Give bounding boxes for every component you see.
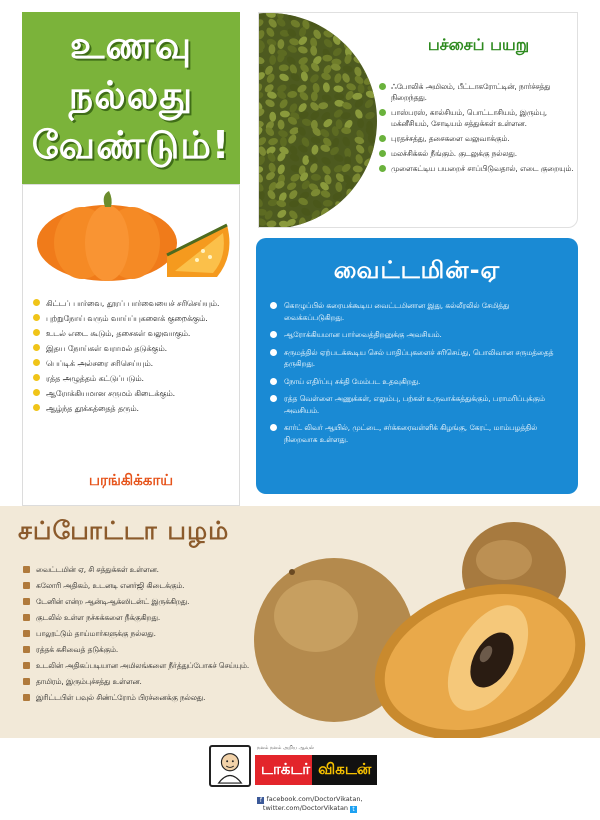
bullet-icon bbox=[33, 389, 40, 396]
bean-mark bbox=[323, 12, 332, 23]
bullet-icon bbox=[33, 344, 40, 351]
twitter-text: twitter.com/DoctorVikatan bbox=[262, 804, 349, 812]
bean-mark bbox=[332, 208, 344, 220]
bullet-icon bbox=[270, 349, 277, 356]
bean-mark bbox=[344, 225, 352, 228]
list-item bbox=[377, 81, 575, 103]
list-item bbox=[22, 612, 252, 623]
bullet-icon bbox=[270, 378, 277, 385]
list-item-text: இரிட்டபிள் பவுல் சிண்ட்ரோம் பிரச்னைக்கு நல்லது. bbox=[36, 693, 206, 702]
bullet-icon bbox=[23, 582, 30, 589]
bean-mark bbox=[365, 47, 377, 58]
title-line-3: வேண்டும்! bbox=[31, 123, 231, 167]
bullet-icon bbox=[379, 135, 386, 142]
list-item bbox=[22, 628, 252, 639]
list-item-text: பாலூட்டும் தாய்மார்களுக்கு நல்லது. bbox=[36, 629, 156, 638]
bullet-icon bbox=[270, 302, 277, 309]
list-item-text: ரத்தக் கசிவைத் தடுக்கும். bbox=[36, 645, 119, 654]
list-item-text: ஆரோக்கியமான பார்வைத்திறனுக்கு அவசியம். bbox=[284, 330, 442, 339]
bean-mark bbox=[330, 227, 342, 228]
list-item-text: கிட்டப் பார்வை, தூரப் பார்வையைச் சரிசெய்யும். bbox=[46, 299, 220, 308]
bean-mark bbox=[311, 12, 322, 20]
bullet-icon bbox=[33, 329, 40, 336]
list-item bbox=[22, 596, 252, 607]
bean-mark bbox=[364, 191, 375, 200]
bean-mark bbox=[332, 12, 340, 21]
list-item bbox=[377, 133, 575, 144]
bean-mark bbox=[364, 199, 375, 207]
bean-mark bbox=[343, 12, 355, 21]
moong-title: பச்சைப் பயறு bbox=[427, 35, 530, 54]
list-item bbox=[22, 644, 252, 655]
title-block bbox=[22, 12, 240, 184]
list-item-text: ரத்த அழுத்தம் கட்டுப்படும். bbox=[46, 374, 145, 383]
list-item bbox=[377, 107, 575, 129]
bean-mark bbox=[344, 197, 352, 208]
sapota-title: சப்போட்டா பழம் bbox=[18, 516, 230, 545]
bullet-icon bbox=[270, 395, 277, 402]
list-item bbox=[268, 393, 570, 416]
list-item-text: கார்ட் லிவர் ஆயில், முட்டை, சர்க்கரைவள்ளிக் கிழங்கு, கேரட், மாம்பழத்தில் நிறைவாக உள்ளது. bbox=[284, 423, 538, 444]
twitter-icon: t bbox=[350, 806, 357, 813]
list-item bbox=[31, 327, 236, 340]
list-item bbox=[377, 148, 575, 159]
sapota-section bbox=[0, 506, 600, 738]
list-item bbox=[31, 342, 236, 355]
bean-mark bbox=[278, 227, 288, 228]
bean-mark bbox=[365, 225, 372, 228]
moong-beans-icon bbox=[258, 12, 379, 228]
bean-mark bbox=[342, 27, 353, 35]
list-item bbox=[31, 372, 236, 385]
bullet-icon bbox=[33, 374, 40, 381]
list-item-text: மலச்சிக்கல் நீங்கும். குடலுக்கு நல்லது. bbox=[391, 149, 518, 158]
bean-mark bbox=[354, 44, 363, 55]
list-item bbox=[22, 580, 252, 591]
bullet-icon bbox=[23, 630, 30, 637]
list-item bbox=[268, 300, 570, 323]
list-item-text: ஃபோலிக் அமிலம், பீட்டாகரோட்டின், நார்ச்சத்து நிறைந்தது. bbox=[391, 82, 551, 102]
list-item-text: சருமத்தில் ஏற்படக்கூடிய செல் பாதிப்புகளைச் சரிசெய்து, பொலிவான சருமத்தைத் தருகிறது. bbox=[284, 347, 554, 368]
bean-mark bbox=[353, 19, 364, 27]
bean-mark bbox=[311, 225, 318, 228]
bean-mark bbox=[353, 12, 365, 19]
list-item bbox=[22, 676, 252, 687]
bean-mark bbox=[301, 12, 309, 19]
bean-mark bbox=[340, 21, 351, 30]
list-item bbox=[31, 312, 236, 325]
list-item bbox=[377, 163, 575, 174]
list-item bbox=[22, 564, 252, 575]
pumpkin-card bbox=[22, 184, 240, 506]
list-item bbox=[268, 347, 570, 370]
bullet-icon bbox=[23, 694, 30, 701]
bean-mark bbox=[320, 217, 332, 228]
bullet-icon bbox=[23, 614, 30, 621]
list-item bbox=[268, 376, 570, 388]
bean-mark bbox=[364, 218, 376, 228]
bean-mark bbox=[353, 215, 365, 226]
social-links bbox=[240, 795, 380, 813]
facebook-text: facebook.com/DoctorVikatan, bbox=[266, 795, 363, 803]
pumpkin-benefits-list bbox=[31, 297, 236, 417]
bullet-icon bbox=[23, 678, 30, 685]
bullet-icon bbox=[23, 566, 30, 573]
list-item-text: புரதச்சத்து, தசைகளை வலுவாக்கும். bbox=[391, 134, 510, 143]
list-item-text: இதய நோய்கள் வராமல் தடுக்கும். bbox=[46, 344, 168, 353]
bean-mark bbox=[357, 37, 364, 47]
list-item-text: உடலின் அதிகப்படியான அமிலங்களை நீர்த்துப்போகச் செய்யும். bbox=[36, 661, 250, 670]
list-item-text: தாமிரம், இரும்புச்சத்து உள்ளன. bbox=[36, 677, 142, 686]
bean-mark bbox=[299, 226, 311, 228]
logo-text-doctor: டாக்டர் bbox=[255, 755, 316, 785]
bean-mark bbox=[258, 227, 263, 228]
bean-mark bbox=[357, 188, 364, 198]
bullet-icon bbox=[33, 314, 40, 321]
list-item-text: ஆரோக்கியமான சருமம் கிடைக்கும். bbox=[46, 389, 176, 398]
twitter-link[interactable] bbox=[240, 804, 380, 813]
bean-mark bbox=[364, 210, 375, 218]
bean-mark bbox=[367, 165, 378, 173]
bean-mark bbox=[353, 210, 363, 217]
bullet-icon bbox=[379, 150, 386, 157]
list-item bbox=[22, 660, 252, 671]
bean-mark bbox=[353, 28, 365, 38]
sapota-benefits-list bbox=[22, 564, 252, 708]
doctor-mascot-icon bbox=[209, 745, 251, 787]
bean-mark bbox=[366, 19, 374, 30]
vitamin-a-title: வைட்டமின்-ஏ bbox=[333, 256, 501, 284]
list-item-text: பாஸ்பரஸ், கால்சியம், பொட்டாசியம், இரும்பு, மக்னீசியம், சோடியம் சத்துக்கள் உள்ளன. bbox=[391, 108, 548, 128]
list-item-text: ரத்த வெள்ளை அணுக்கள், எலும்பு, பற்கள் உருவாக்கத்துக்கும், பராமரிப்புக்கும் அவசியம். bbox=[284, 394, 545, 415]
list-item-text: புற்றுநோய் வரும் வாய்ப்புகளைக் குறைக்கும். bbox=[46, 314, 208, 323]
bean-mark bbox=[365, 52, 376, 64]
bullet-icon bbox=[33, 299, 40, 306]
title-line-2: நல்லது bbox=[68, 73, 194, 117]
vitamin-a-card bbox=[256, 238, 578, 494]
list-item-text: குடலில் உள்ள நச்சுக்களை நீக்குகிறது. bbox=[36, 613, 161, 622]
title-line-1: உணவு bbox=[69, 23, 193, 67]
bean-mark bbox=[351, 225, 363, 228]
list-item bbox=[268, 422, 570, 445]
bean-mark bbox=[366, 27, 376, 39]
list-item-text: கலோரி அதிகம், உடனடி எனர்ஜி கிடைக்கும். bbox=[36, 581, 185, 590]
moong-benefits-list bbox=[377, 81, 575, 178]
bean-mark bbox=[361, 12, 373, 22]
facebook-link[interactable] bbox=[240, 795, 380, 804]
list-item-text: கொழுப்பில் கரையக்கூடிய வைட்டமினான இது, கல்லீரலில் சேமித்து வைக்கப்படுகிறது. bbox=[284, 301, 510, 322]
bean-mark bbox=[366, 183, 376, 195]
list-item-text: உடல் எடை கூடும், தசைகள் வலுவாகும். bbox=[46, 329, 191, 338]
bullet-icon bbox=[379, 165, 386, 172]
bean-mark bbox=[341, 206, 353, 218]
list-item-text: டேனின் என்ற ஆன்டிஆக்ஸிடன்ட் இருக்கிறது. bbox=[36, 597, 190, 606]
list-item-text: முளைகட்டிய பயறைச் சாப்பிடுவதால், எடை குறையும். bbox=[391, 164, 574, 173]
list-item-text: பெப்டிக் அல்சரை சரிசெய்யும். bbox=[46, 359, 154, 368]
list-item bbox=[31, 357, 236, 370]
bullet-icon bbox=[23, 646, 30, 653]
bullet-icon bbox=[270, 424, 277, 431]
facebook-icon: f bbox=[257, 797, 264, 804]
bullet-icon bbox=[33, 404, 40, 411]
bullet-icon bbox=[270, 331, 277, 338]
list-item-text: நோய் எதிர்ப்பு சக்தி மேம்பட உதவுகிறது. bbox=[284, 376, 421, 386]
list-item bbox=[31, 387, 236, 400]
bean-mark bbox=[344, 217, 356, 228]
sapota-fruit-icon bbox=[252, 512, 600, 738]
list-item bbox=[22, 692, 252, 703]
list-item bbox=[268, 329, 570, 341]
pumpkin-icon bbox=[27, 185, 237, 285]
logo-wordmark bbox=[255, 755, 377, 785]
logo-text-vikatan: விகடன் bbox=[312, 755, 377, 785]
pumpkin-title: பரங்கிக்காய் bbox=[88, 471, 174, 489]
bean-mark bbox=[333, 219, 345, 228]
bullet-icon bbox=[23, 598, 30, 605]
bean-mark bbox=[352, 199, 364, 209]
bean-mark bbox=[332, 20, 344, 32]
bullet-icon bbox=[23, 662, 30, 669]
bullet-icon bbox=[379, 83, 386, 90]
list-item-text: ஆழ்ந்த தூக்கத்தைத் தரும். bbox=[46, 404, 140, 413]
bean-mark bbox=[364, 174, 376, 184]
moong-card bbox=[258, 12, 578, 228]
bullet-icon bbox=[33, 359, 40, 366]
doctor-vikatan-logo[interactable] bbox=[209, 745, 391, 787]
bean-mark bbox=[366, 36, 375, 47]
bean-mark bbox=[320, 227, 332, 228]
bullet-icon bbox=[379, 109, 386, 116]
vitamin-a-list bbox=[268, 300, 570, 451]
list-item bbox=[31, 297, 236, 310]
logo-tagline: நலம் நலம் அறிய ஆவல் bbox=[257, 745, 314, 751]
list-item-text: வைட்டமின் ஏ, சி சத்துக்கள் உள்ளன. bbox=[36, 565, 159, 574]
list-item bbox=[31, 402, 236, 415]
